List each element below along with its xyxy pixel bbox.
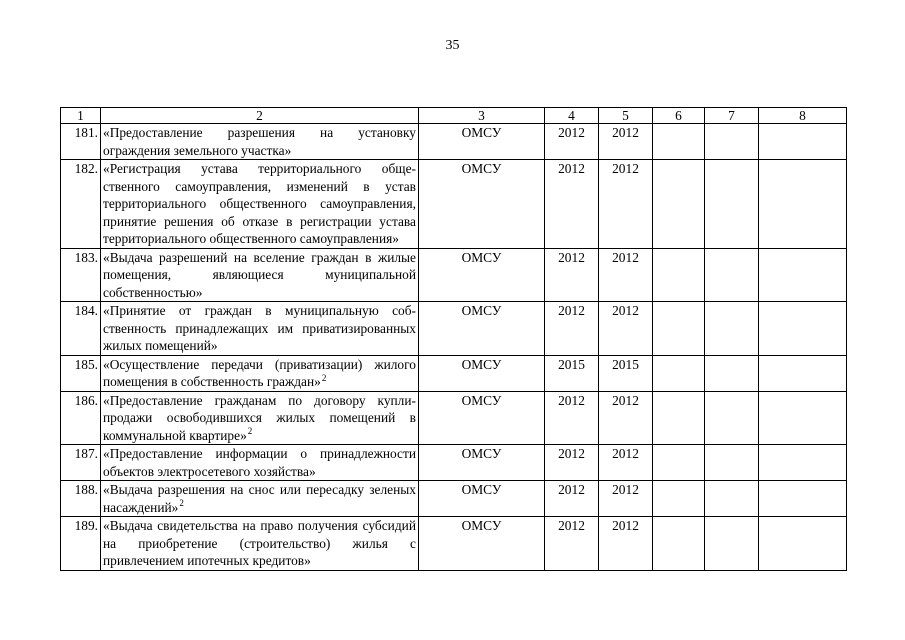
service-name-text: «Принятие от граждан в муниципальную собственность принадлежащих им приватизированных жилых помещений» bbox=[103, 303, 416, 353]
column-6-cell bbox=[653, 445, 705, 481]
row-number: 184. bbox=[61, 302, 101, 356]
column-8-cell bbox=[759, 445, 847, 481]
service-name bbox=[101, 481, 419, 517]
column-8-cell bbox=[759, 302, 847, 356]
table-row bbox=[61, 302, 847, 356]
service-name bbox=[101, 302, 419, 356]
column-8-cell bbox=[759, 124, 847, 160]
service-name-text: «Выдача разрешения на снос или пересадку зеленых насаждений» bbox=[103, 482, 416, 515]
column-6-cell bbox=[653, 517, 705, 571]
column-header-5: 5 bbox=[599, 108, 653, 124]
table-row bbox=[61, 160, 847, 249]
row-number: 182. bbox=[61, 160, 101, 249]
column-header-6: 6 bbox=[653, 108, 705, 124]
service-name-text: «Выдача свидетельства на право получения субсидий на приобретение (строительство) жилья с привлечением ипотечных кредитов» bbox=[103, 518, 416, 568]
column-6-cell bbox=[653, 481, 705, 517]
column-7-cell bbox=[705, 160, 759, 249]
year-start: 2012 bbox=[545, 160, 599, 249]
column-6-cell bbox=[653, 391, 705, 445]
column-6-cell bbox=[653, 355, 705, 391]
column-8-cell bbox=[759, 160, 847, 249]
column-8-cell bbox=[759, 355, 847, 391]
table-row bbox=[61, 481, 847, 517]
table-row bbox=[61, 517, 847, 571]
responsible-org: ОМСУ bbox=[419, 445, 545, 481]
service-name bbox=[101, 355, 419, 391]
column-6-cell bbox=[653, 124, 705, 160]
year-end: 2012 bbox=[599, 160, 653, 249]
year-end: 2015 bbox=[599, 355, 653, 391]
responsible-org: ОМСУ bbox=[419, 248, 545, 302]
responsible-org: ОМСУ bbox=[419, 302, 545, 356]
service-name bbox=[101, 517, 419, 571]
column-8-cell bbox=[759, 517, 847, 571]
column-8-cell bbox=[759, 248, 847, 302]
column-header-7: 7 bbox=[705, 108, 759, 124]
service-name bbox=[101, 160, 419, 249]
table-row bbox=[61, 391, 847, 445]
responsible-org: ОМСУ bbox=[419, 124, 545, 160]
service-name-text: «Регистрация устава территориального общественного самоуправления, изменений в устав территориального общественного самоуправления, принятие решения об отказе в регистрации устава территориального общественного самоуправления» bbox=[103, 161, 416, 246]
row-number: 181. bbox=[61, 124, 101, 160]
column-7-cell bbox=[705, 124, 759, 160]
column-7-cell bbox=[705, 445, 759, 481]
column-6-cell bbox=[653, 248, 705, 302]
row-number: 185. bbox=[61, 355, 101, 391]
responsible-org: ОМСУ bbox=[419, 355, 545, 391]
responsible-org: ОМСУ bbox=[419, 160, 545, 249]
row-number: 188. bbox=[61, 481, 101, 517]
row-number: 183. bbox=[61, 248, 101, 302]
service-name bbox=[101, 445, 419, 481]
service-name bbox=[101, 391, 419, 445]
footnote-marker: 2 bbox=[179, 498, 184, 509]
responsible-org: ОМСУ bbox=[419, 481, 545, 517]
service-name bbox=[101, 248, 419, 302]
column-7-cell bbox=[705, 248, 759, 302]
column-7-cell bbox=[705, 355, 759, 391]
column-7-cell bbox=[705, 481, 759, 517]
year-start: 2012 bbox=[545, 302, 599, 356]
year-end: 2012 bbox=[599, 445, 653, 481]
year-start: 2012 bbox=[545, 517, 599, 571]
service-name bbox=[101, 124, 419, 160]
year-end: 2012 bbox=[599, 302, 653, 356]
service-name-text: «Осуществление передачи (приватизации) жилого помещения в собственность граждан» bbox=[103, 356, 416, 389]
service-name-text: «Предоставление информации о принадлежности объектов электросетевого хозяйства» bbox=[103, 446, 416, 479]
column-7-cell bbox=[705, 302, 759, 356]
year-start: 2012 bbox=[545, 445, 599, 481]
row-number: 187. bbox=[61, 445, 101, 481]
footnote-marker: 2 bbox=[321, 372, 327, 383]
responsible-org: ОМСУ bbox=[419, 517, 545, 571]
table-row bbox=[61, 124, 847, 160]
year-start: 2012 bbox=[545, 248, 599, 302]
year-start: 2012 bbox=[545, 124, 599, 160]
service-name-text: «Предоставление гражданам по договору купли-продажи освободившихся жилых помещений в коммунальной квартире» bbox=[103, 392, 416, 443]
column-8-cell bbox=[759, 391, 847, 445]
service-name-text: «Предоставление разрешения на установку ограждения земельного участка» bbox=[103, 125, 416, 158]
column-header-4: 4 bbox=[545, 108, 599, 124]
table-body bbox=[61, 124, 847, 571]
column-6-cell bbox=[653, 302, 705, 356]
year-end: 2012 bbox=[599, 517, 653, 571]
footnote-marker: 2 bbox=[247, 426, 253, 437]
year-end: 2012 bbox=[599, 124, 653, 160]
year-end: 2012 bbox=[599, 248, 653, 302]
column-7-cell bbox=[705, 517, 759, 571]
year-end: 2012 bbox=[599, 481, 653, 517]
year-start: 2012 bbox=[545, 391, 599, 445]
row-number: 189. bbox=[61, 517, 101, 571]
column-header-3: 3 bbox=[419, 108, 545, 124]
row-number: 186. bbox=[61, 391, 101, 445]
header-row bbox=[61, 108, 847, 124]
page-number: 35 bbox=[445, 38, 460, 53]
column-7-cell bbox=[705, 391, 759, 445]
year-start: 2015 bbox=[545, 355, 599, 391]
column-header-8: 8 bbox=[759, 108, 847, 124]
column-header-2: 2 bbox=[101, 108, 419, 124]
services-table bbox=[60, 107, 847, 571]
table-row bbox=[61, 248, 847, 302]
column-6-cell bbox=[653, 160, 705, 249]
responsible-org: ОМСУ bbox=[419, 391, 545, 445]
table-row bbox=[61, 355, 847, 391]
service-name-text: «Выдача разрешений на вселение граждан в жилые помещения, являющиеся муниципальной собственностью» bbox=[103, 249, 416, 300]
year-end: 2012 bbox=[599, 391, 653, 445]
column-header-1: 1 bbox=[61, 108, 101, 124]
table-row bbox=[61, 445, 847, 481]
year-start: 2012 bbox=[545, 481, 599, 517]
column-8-cell bbox=[759, 481, 847, 517]
